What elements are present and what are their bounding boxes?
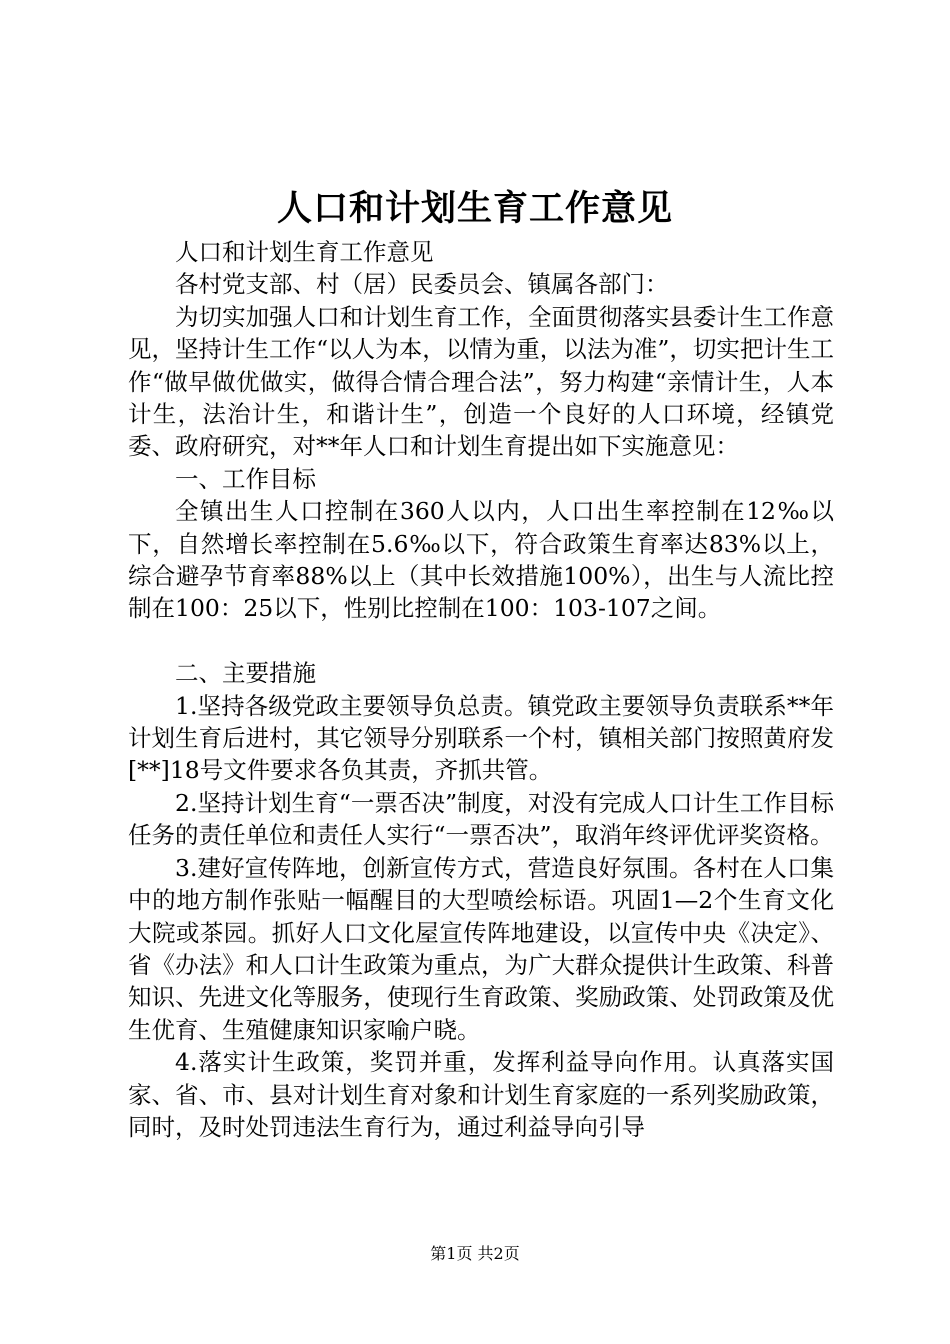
paragraph-intro: 为切实加强人口和计划生育工作，全面贯彻落实县委计生工作意见，坚持计生工作“以人为本，以情为重，以法为准”，切实把计生工作“做早做优做实，做得合情合理合法”，努力构建“亲情计生，人本计生，法治计生，和谐计生”，创造一个良好的人口环境，经镇党委、政府研究，对**年人口和计划生育提出如下实施意见： — [128, 302, 834, 461]
document-body — [128, 236, 834, 1143]
page-number-footer: 第1页 共2页 — [430, 1244, 520, 1263]
paragraph-measure-2: 2.坚持计划生育“一票否决”制度，对没有完成人口计生工作目标任务的责任单位和责任人实行“一票否决”，取消年终评优评奖资格。 — [128, 788, 834, 850]
paragraph-subtitle: 人口和计划生育工作意见 — [175, 238, 434, 266]
paragraph-goals: 全镇出生人口控制在360人以内，人口出生率控制在12‰以下，自然增长率控制在5.6‰以下，符合政策生育率达83%以上，综合避孕节育率88%以上（其中长效措施100%），出生与人流比控制在100：25以下，性别比控制在100：103-107之间。 — [128, 497, 834, 623]
paragraph-measure-4: 4.落实计生政策，奖罚并重，发挥利益导向作用。认真落实国家、省、市、县对计划生育对象和计划生育家庭的一系列奖励政策，同时，及时处罚违法生育行为，通过利益导向引导 — [128, 1048, 834, 1141]
paragraph-addressee: 各村党支部、村（居）民委员会、镇属各部门： — [175, 270, 669, 299]
section-heading-measures: 二、主要措施 — [175, 659, 316, 688]
section-heading-goals: 一、工作目标 — [175, 464, 316, 493]
paragraph-measure-3: 3.建好宣传阵地，创新宣传方式，营造良好氛围。各村在人口集中的地方制作张贴一幅醒目的大型喷绘标语。巩固1—2个生育文化大院或茶园。抓好人口文化屋宣传阵地建设，以宣传中央《决定》、省《办法》和人口计生政策为重点，为广大群众提供计生政策、科普知识、先进文化等服务，使现行生育政策、奖励政策、处罚政策及优生优育、生殖健康知识家喻户晓。 — [128, 853, 834, 1044]
paragraph-measure-1: 1.坚持各级党政主要领导负总责。镇党政主要领导负责联系**年计划生育后进村，其它领导分别联系一个村，镇相关部门按照黄府发[**]18号文件要求各负其责，齐抓共管。 — [128, 691, 834, 785]
document-title: 人口和计划生育工作意见 — [276, 188, 673, 229]
